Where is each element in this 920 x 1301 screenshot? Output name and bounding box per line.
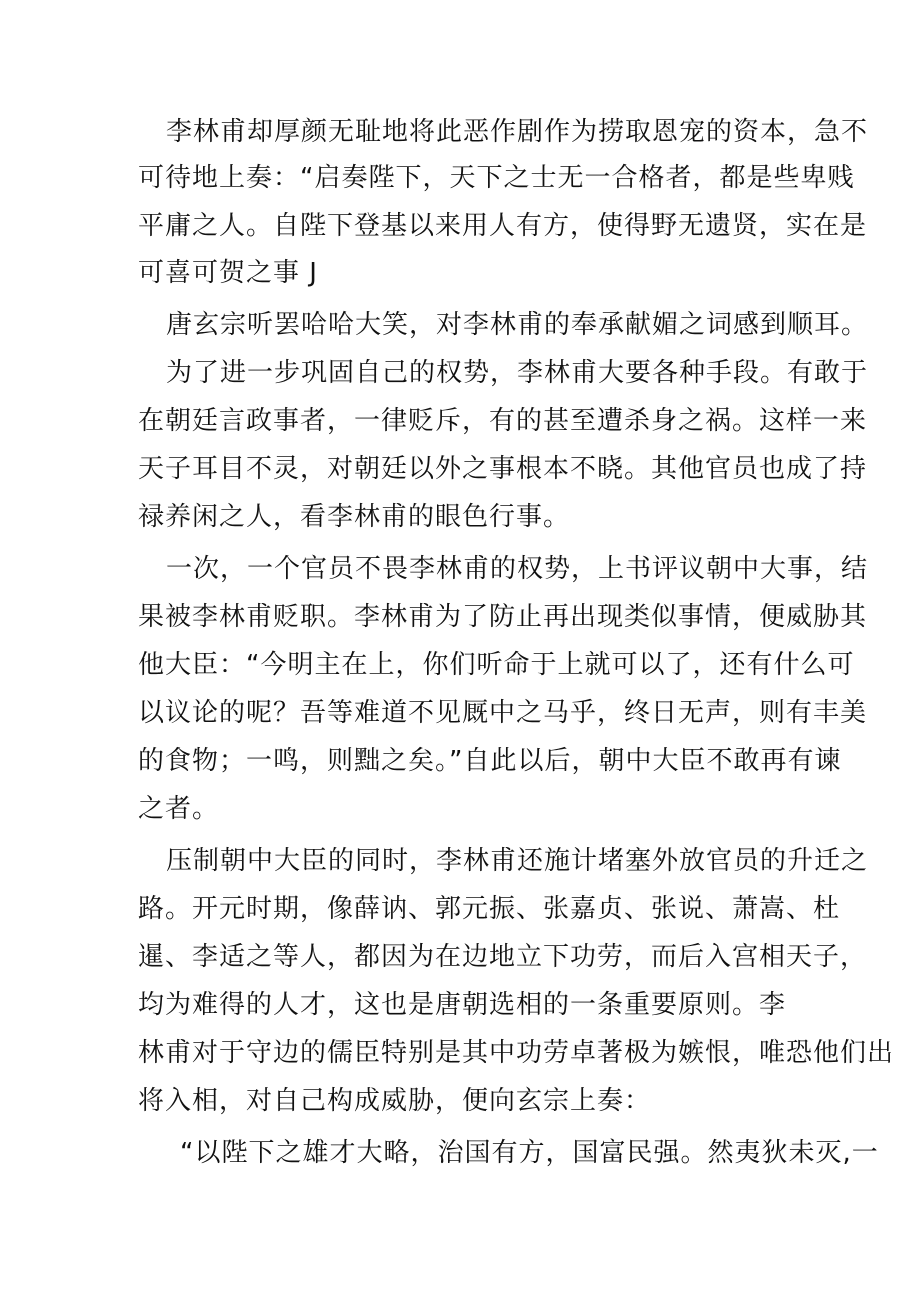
text-line-20: 林甫对于守边的儒臣特别是其中功劳卓著极为嫉恨，唯恐他们出 — [138, 1038, 895, 1068]
text-line-17: 路。开元时期，像薛讷、郭元振、张嘉贞、张说、萧嵩、杜 — [138, 894, 841, 924]
text-line-11: 果被李林甫贬职。李林甫为了防止再出现类似事情，便威胁其 — [138, 602, 868, 632]
text-line-15: 之者。 — [138, 794, 220, 824]
text-line-22: “以陛下之雄才大略，治国有方，国富民强。然夷狄未灭,一 — [180, 1138, 879, 1168]
text-line-8: 天子耳目不灵，对朝廷以外之事根本不晓。其他官员也成了持 — [138, 454, 868, 484]
text-line-19: 均为难得的人才，这也是唐朝选相的一条重要原则。李 — [138, 990, 787, 1020]
text-line-1: 李林甫却厚颜无耻地将此恶作剧作为捞取恩宠的资本，急不 — [166, 117, 869, 147]
text-line-7: 在朝廷言政事者，一律贬斥，有的甚至遭杀身之祸。这样一来 — [138, 406, 868, 436]
text-line-9: 禄养闲之人，看李林甫的眼色行事。 — [138, 502, 571, 532]
text-line-5: 唐玄宗听罢哈哈大笑，对李林甫的奉承献媚之词感到顺耳。 — [166, 310, 869, 340]
text-line-2: 可待地上奏：“启奏陛下，天下之士无一合格者，都是些卑贱 — [138, 163, 855, 193]
text-line-14: 的食物；一鸣，则黜之矣。”自此以后，朝中大臣不敢再有谏 — [138, 746, 842, 776]
text-line-12: 他大臣：“今明主在上，你们听命于上就可以了，还有什么可 — [138, 650, 855, 680]
text-line-21: 将入相，对自己构成威胁，便向玄宗上奏： — [138, 1086, 652, 1116]
text-line-4: 可喜可贺之事 J — [138, 258, 318, 288]
text-line-13: 以议论的呢？吾等难道不见厩中之马乎，终日无声，则有丰美 — [138, 698, 868, 728]
text-line-10: 一次，一个官员不畏李林甫的权势，上书评议朝中大事，结 — [166, 554, 869, 584]
text-line-6: 为了进一步巩固自己的权势，李林甫大要各种手段。有敢于 — [166, 358, 869, 388]
text-line-3: 平庸之人。自陛下登基以来用人有方，使得野无遗贤，实在是 — [138, 211, 868, 241]
text-line-18: 暹、李适之等人，都因为在边地立下功劳，而后入宫相天子， — [138, 942, 868, 972]
text-line-16: 压制朝中大臣的同时，李林甫还施计堵塞外放官员的升迁之 — [166, 846, 869, 876]
